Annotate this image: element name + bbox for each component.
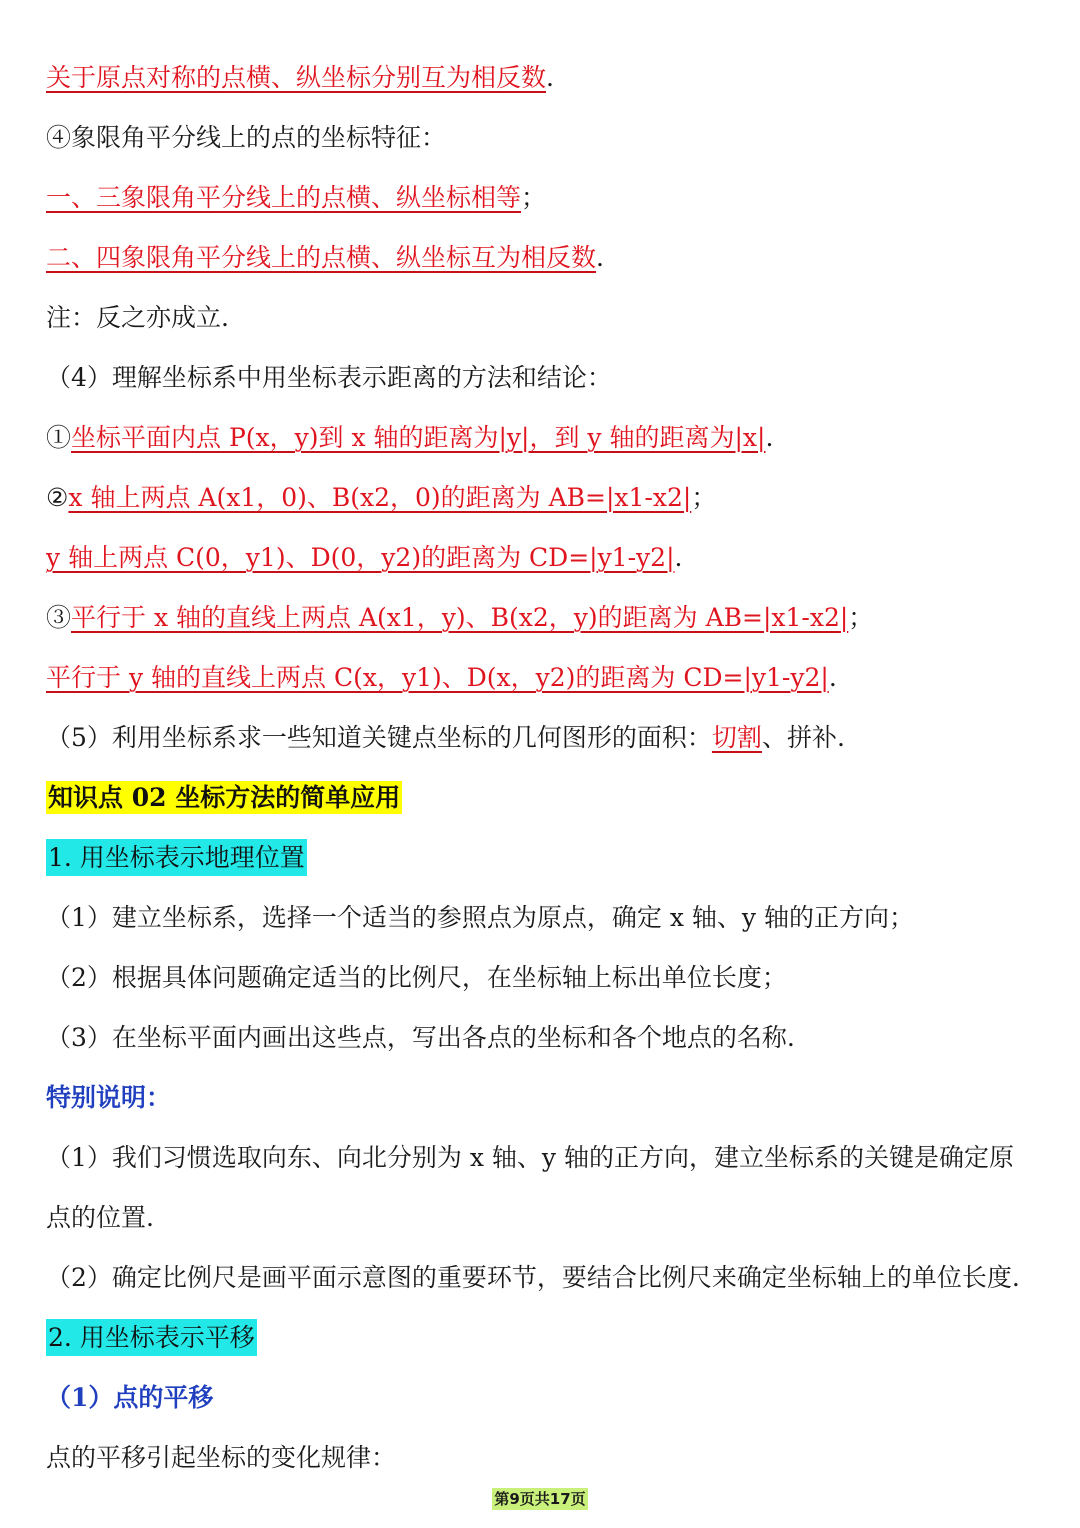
text-line-note-1-cont: 点的位置. <box>46 1203 154 1232</box>
subsection-heading-translation: 2. 用坐标表示平移 <box>46 1318 1040 1358</box>
text-line-distance-heading: （4）理解坐标系中用坐标表示距离的方法和结论： <box>46 363 612 392</box>
subsection-heading-geo-position: 1. 用坐标表示地理位置 <box>46 838 1040 878</box>
highlighted-conclusion: 二、四象限角平分线上的点横、纵坐标互为相反数 <box>46 243 597 272</box>
highlighted-conclusion: 关于原点对称的点横、纵坐标分别互为相反数 <box>46 63 547 92</box>
page-number-footer: 第9页共17页 <box>494 1490 586 1508</box>
highlighted-term: 切割 <box>711 723 762 752</box>
text-line-translation-rule: 点的平移引起坐标的变化规律： <box>46 1443 397 1472</box>
highlighted-conclusion: x 轴上两点 A(x1，0)、B(x2，0)的距离为 AB=|x1-x2| <box>68 483 692 512</box>
highlighted-conclusion: 一、三象限角平分线上的点横、纵坐标相等 <box>46 183 522 212</box>
text-line-distance-2: ②x 轴上两点 A(x1，0)、B(x2，0)的距离为 AB=|x1-x2|； <box>46 483 717 512</box>
text-line-step-3: （3）在坐标平面内画出这些点，写出各点的坐标和各个地点的名称. <box>46 1023 795 1052</box>
highlighted-conclusion: 坐标平面内点 P(x，y)到 x 轴的距离为|y|，到 y 轴的距离为|x| <box>71 423 766 452</box>
text-line-distance-3y: 平行于 y 轴的直线上两点 C(x，y1)、D(x，y2)的距离为 CD=|y1-y2|. <box>46 663 837 692</box>
text-line-note-2: （2）确定比例尺是画平面示意图的重要环节，要结合比例尺来确定坐标轴上的单位长度. <box>46 1263 1020 1292</box>
section-heading-knowledge-02: 知识点 02 坐标方法的简单应用 <box>48 783 401 812</box>
text-line-step-2: （2）根据具体问题确定适当的比例尺，在坐标轴上标出单位长度； <box>46 963 787 992</box>
text-line-bisector-heading: ④象限角平分线上的点的坐标特征： <box>46 123 447 152</box>
special-note-heading: 特别说明： <box>46 1083 172 1112</box>
text-line-distance-2y: y 轴上两点 C(0，y1)、D(0，y2)的距离为 CD=|y1-y2|. <box>46 543 683 572</box>
highlighted-conclusion: 平行于 y 轴的直线上两点 C(x，y1)、D(x，y2)的距离为 CD=|y1-y2| <box>46 663 829 692</box>
text-line-origin-symmetry: 关于原点对称的点横、纵坐标分别互为相反数. <box>46 63 554 92</box>
highlighted-conclusion: 平行于 x 轴的直线上两点 A(x1，y)、B(x2，y)的距离为 AB=|x1-x2| <box>71 603 849 632</box>
text-line-note: 注：反之亦成立. <box>46 303 229 332</box>
text-line-quadrant-1-3: 一、三象限角平分线上的点横、纵坐标相等； <box>46 183 547 212</box>
text-line-distance-3: ③平行于 x 轴的直线上两点 A(x1，y)、B(x2，y)的距离为 AB=|x1-x2|； <box>46 603 874 632</box>
point-translation-heading: （1）点的平移 <box>46 1383 214 1412</box>
highlighted-conclusion: y 轴上两点 C(0，y1)、D(0，y2)的距离为 CD=|y1-y2| <box>46 543 675 572</box>
text-line-quadrant-2-4: 二、四象限角平分线上的点横、纵坐标互为相反数. <box>46 243 604 272</box>
text-line-area: （5）利用坐标系求一些知道关键点坐标的几何图形的面积：切割、拼补. <box>46 723 845 752</box>
text-line-step-1: （1）建立坐标系，选择一个适当的参照点为原点，确定 x 轴、y 轴的正方向； <box>46 903 914 932</box>
text-line-distance-1: ①坐标平面内点 P(x，y)到 x 轴的距离为|y|，到 y 轴的距离为|x|. <box>46 423 774 452</box>
text-line-note-1: （1）我们习惯选取向东、向北分别为 x 轴、y 轴的正方向，建立坐标系的关键是确定原 <box>46 1143 1014 1172</box>
